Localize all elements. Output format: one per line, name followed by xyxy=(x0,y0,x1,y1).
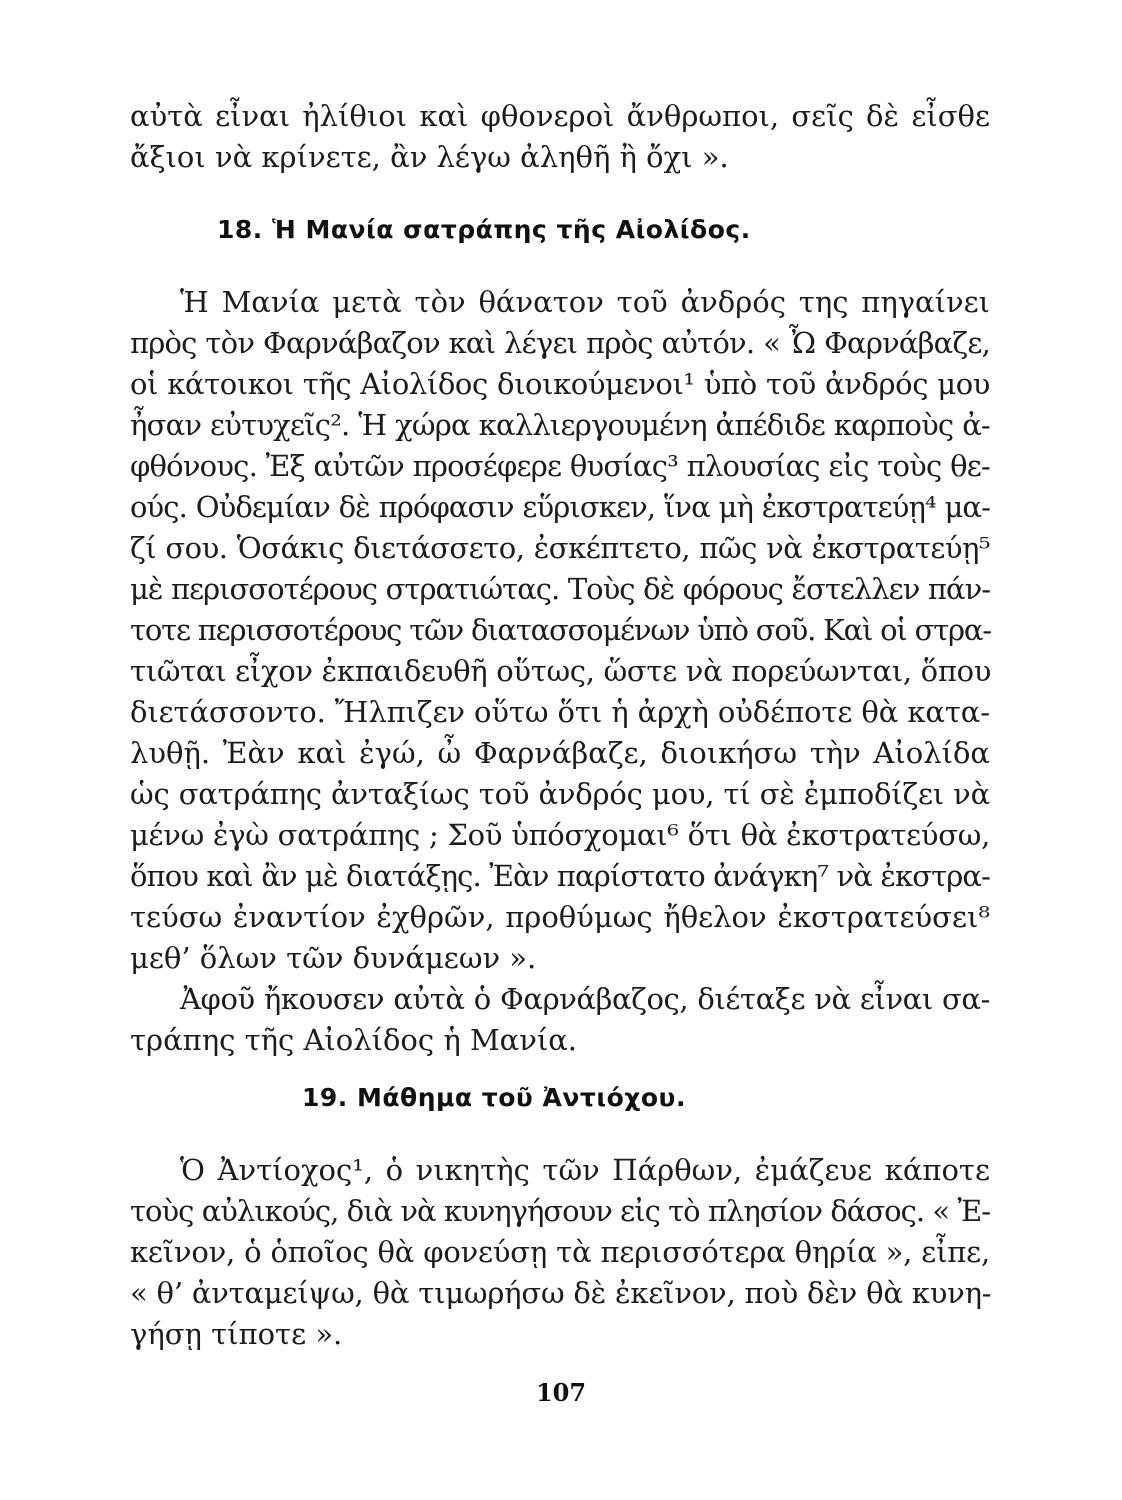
text-line: διετάσσοντο. Ἤλπιζεν οὕτω ὅτι ἡ ἀρχὴ οὐδέποτε θὰ κατα- xyxy=(130,695,990,729)
text-line: ούς. Οὐδεμίαν δὲ πρόφασιν εὕρισκεν, ἵνα μὴ ἐκστρατεύῃ⁴ μα- xyxy=(130,490,990,524)
text-line: μὲ περισσοτέρους στρατιώτας. Τοὺς δὲ φόρους ἔστελλεν πάν- xyxy=(130,572,990,606)
text-line: ὅπου καὶ ἂν μὲ διατάξῃς. Ἐὰν παρίστατο ἀνάγκη⁷ νὰ ἐκστρα- xyxy=(130,859,990,893)
section-heading-19: 19. Μάθημα τοῦ Ἀντιόχου. xyxy=(302,1083,686,1112)
text-line: τοτε περισσοτέρους τῶν διατασσομένων ὑπὸ σοῦ. Καὶ οἱ στρα- xyxy=(130,613,991,647)
text-line: μεθ’ ὅλων τῶν δυνάμεων ». xyxy=(130,941,537,975)
text-line: ἦσαν εὐτυχεῖς². Ἡ χώρα καλλιεργουμένη ἀπέδιδε καρποὺς ἀ- xyxy=(130,408,990,442)
text-line: ὡς σατράπης ἀνταξίως τοῦ ἀνδρός μου, τί σὲ ἐμποδίζει νὰ xyxy=(130,777,990,811)
text-line: αὐτὰ εἶναι ἠλίθιοι καὶ φθονεροὶ ἄνθρωποι, σεῖς δὲ εἶσθε xyxy=(130,99,990,133)
text-line: Ὁ Ἀντίοχος¹, ὁ νικητὴς τῶν Πάρθων, ἐμάζευε κάποτε xyxy=(180,1153,990,1187)
text-line: « θ’ ἀνταμείψω, θὰ τιμωρήσω δὲ ἐκεῖνον, ποὺ δὲν θὰ κυνη- xyxy=(130,1276,992,1310)
text-line: τράπης τῆς Αἰολίδος ἡ Μανία. xyxy=(130,1023,578,1057)
text-line: τοὺς αὐλικούς, διὰ νὰ κυνηγήσουν εἰς τὸ πλησίον δάσος. « Ἐ- xyxy=(130,1194,990,1228)
text-line: ζί σου. Ὁσάκις διετάσσετο, ἐσκέπτετο, πῶς νὰ ἐκστρατεύῃ⁵ xyxy=(130,531,990,565)
text-line: τιῶται εἶχον ἐκπαιδευθῆ οὕτως, ὥστε νὰ πορεύωνται, ὅπου xyxy=(130,654,992,688)
text-line: οἱ κάτοικοι τῆς Αἰολίδος διοικούμενοι¹ ὑπὸ τοῦ ἀνδρός μου xyxy=(130,367,990,401)
text-line: Ἀφοῦ ἤκουσεν αὐτὰ ὁ Φαρνάβαζος, διέταξε νὰ εἶναι σα- xyxy=(180,982,990,1016)
section-heading-18: 18. Ἡ Μανία σατράπης τῆς Αἰολίδος. xyxy=(217,215,751,244)
text-line: γήσῃ τίποτε ». xyxy=(130,1317,343,1351)
text-line: μένω ἐγὼ σατράπης ; Σοῦ ὑπόσχομαι⁶ ὅτι θὰ ἐκστρατεύσω, xyxy=(130,818,990,852)
page-number: 107 xyxy=(535,1378,587,1407)
text-line: κεῖνον, ὁ ὁποῖος θὰ φονεύσῃ τὰ περισσότερα θηρία », εἶπε, xyxy=(130,1235,990,1269)
text-line: τεύσω ἐναντίον ἐχθρῶν, προθύμως ἤθελον ἐκστρατεύσει⁸ xyxy=(130,900,990,934)
text-line: Ἡ Μανία μετὰ τὸν θάνατον τοῦ ἀνδρός της πηγαίνει xyxy=(180,285,990,319)
text-line: ἄξιοι νὰ κρίνετε, ἂν λέγω ἀληθῆ ἢ ὄχι ». xyxy=(130,140,729,174)
text-line: φθόνους. Ἐξ αὐτῶν προσέφερε θυσίας³ πλουσίας εἰς τοὺς θε- xyxy=(130,449,990,483)
text-line: λυθῇ. Ἐὰν καὶ ἐγώ, ὦ Φαρνάβαζε, διοικήσω τὴν Αἰολίδα xyxy=(130,736,990,770)
text-line: πρὸς τὸν Φαρνάβαζον καὶ λέγει πρὸς αὐτόν. « Ὦ Φαρνάβαζε, xyxy=(130,326,990,360)
